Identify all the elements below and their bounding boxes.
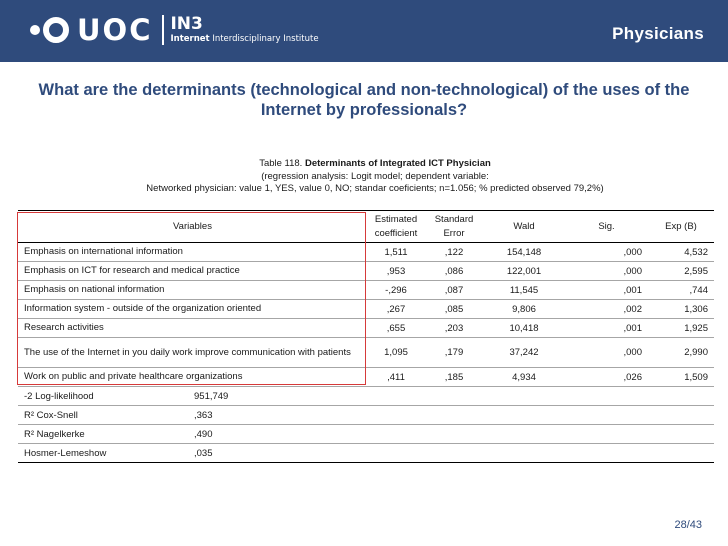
stat-label <box>18 387 367 406</box>
row-exp-b: 4,532 <box>648 243 714 262</box>
row-variable: The use of the Internet in you daily work improve communication with patients <box>18 338 367 368</box>
stat-row <box>18 406 714 425</box>
row-wald: 10,418 <box>483 319 565 338</box>
stat-value: ,363 <box>194 409 213 421</box>
stat-label <box>18 444 367 463</box>
stat-value: ,035 <box>194 447 213 459</box>
logo-separator <box>162 15 164 45</box>
row-variable: Emphasis on ICT for research and medical practice <box>18 262 367 281</box>
row-coefficient: -,296 <box>367 281 425 300</box>
stat-empty <box>367 406 714 425</box>
logo-ring-icon <box>43 17 69 43</box>
row-coefficient: ,953 <box>367 262 425 281</box>
logo-dot-icon <box>30 25 40 35</box>
row-sig: ,000 <box>565 243 648 262</box>
header-wald: Wald <box>483 211 565 243</box>
table-header-row <box>18 211 714 243</box>
logo-in3-subtitle <box>170 33 318 45</box>
logo-sub-institute: Interdisciplinary Institute <box>212 34 319 44</box>
section-title: Physicians <box>612 24 704 43</box>
table-row <box>18 300 714 319</box>
header-coef-line1: Estimated <box>374 213 418 225</box>
logo-in3-title: IN3 <box>170 14 203 34</box>
caption-table-title: Determinants of Integrated ICT Physician <box>304 158 491 169</box>
row-exp-b: 1,509 <box>648 368 714 387</box>
row-std-error: ,085 <box>425 300 483 319</box>
table-row <box>18 281 714 300</box>
stat-row <box>18 425 714 444</box>
row-variable: Emphasis on national information <box>18 281 367 300</box>
slide-header <box>0 0 728 62</box>
caption-line-3: Networked physician: value 1, YES, value 0, NO; standar coeficients; n=1.056; % predicted observed 79,2%) <box>146 183 604 194</box>
table-row <box>18 319 714 338</box>
stat-label <box>18 406 367 425</box>
row-coefficient: ,655 <box>367 319 425 338</box>
row-wald: 37,242 <box>483 338 565 368</box>
row-wald: 11,545 <box>483 281 565 300</box>
regression-table <box>18 210 714 463</box>
row-std-error: ,086 <box>425 262 483 281</box>
row-wald: 122,001 <box>483 262 565 281</box>
stat-label-text: -2 Log-likelihood <box>24 390 94 402</box>
row-variable: Research activities <box>18 319 367 338</box>
row-sig: ,000 <box>565 338 648 368</box>
logo-sub-internet: Internet <box>170 34 210 44</box>
stat-label-text: R² Cox-Snell <box>24 409 78 421</box>
table-caption <box>60 158 690 196</box>
header-std-error <box>425 211 483 243</box>
row-std-error: ,179 <box>425 338 483 368</box>
row-exp-b: 2,990 <box>648 338 714 368</box>
header-err-line1: Standard <box>434 213 474 225</box>
row-std-error: ,203 <box>425 319 483 338</box>
row-variable: Information system - outside of the organization oriented <box>18 300 367 319</box>
stat-value: ,490 <box>194 428 213 440</box>
row-coefficient: ,267 <box>367 300 425 319</box>
row-exp-b: 2,595 <box>648 262 714 281</box>
row-coefficient: 1,511 <box>367 243 425 262</box>
stat-value: 951,749 <box>194 390 229 402</box>
slide-question: What are the determinants (technological and non-technological) of the uses of the Internet by professionals? <box>38 81 690 119</box>
page-number: 28/43 <box>674 519 702 531</box>
row-sig: ,001 <box>565 319 648 338</box>
logo-in3 <box>170 15 318 45</box>
row-wald: 4,934 <box>483 368 565 387</box>
header-sig: Sig. <box>565 211 648 243</box>
stat-empty <box>367 444 714 463</box>
header-exp-b: Exp (B) <box>648 211 714 243</box>
row-sig: ,026 <box>565 368 648 387</box>
caption-line-1 <box>60 158 690 171</box>
header-variables: Variables <box>18 211 367 243</box>
row-exp-b: 1,925 <box>648 319 714 338</box>
row-wald: 154,148 <box>483 243 565 262</box>
row-wald: 9,806 <box>483 300 565 319</box>
row-coefficient: 1,095 <box>367 338 425 368</box>
row-variable: Emphasis on international information <box>18 243 367 262</box>
table-row <box>18 368 714 387</box>
logo-uoc-text: UOC <box>77 13 153 47</box>
stat-row <box>18 444 714 463</box>
row-exp-b: ,744 <box>648 281 714 300</box>
uoc-in3-logo <box>30 13 319 47</box>
row-std-error: ,087 <box>425 281 483 300</box>
caption-line-2: (regression analysis: Logit model; dependent variable: <box>261 170 489 182</box>
stat-label-text: Hosmer-Lemeshow <box>24 447 107 459</box>
table-row <box>18 243 714 262</box>
row-std-error: ,122 <box>425 243 483 262</box>
table-row <box>18 338 714 368</box>
header-err-line2: Error <box>443 227 465 239</box>
row-coefficient: ,411 <box>367 368 425 387</box>
stat-label <box>18 425 367 444</box>
stat-label-text: R² Nagelkerke <box>24 428 85 440</box>
header-coef-line2: coefficient <box>374 227 418 239</box>
row-std-error: ,185 <box>425 368 483 387</box>
row-variable: Work on public and private healthcare organizations <box>18 368 367 387</box>
stat-empty <box>367 425 714 444</box>
stat-empty <box>367 387 714 406</box>
caption-table-label: Table 118. <box>259 158 303 169</box>
row-exp-b: 1,306 <box>648 300 714 319</box>
header-coefficient <box>367 211 425 243</box>
row-sig: ,000 <box>565 262 648 281</box>
row-sig: ,002 <box>565 300 648 319</box>
row-sig: ,001 <box>565 281 648 300</box>
table-row <box>18 262 714 281</box>
stat-row <box>18 387 714 406</box>
